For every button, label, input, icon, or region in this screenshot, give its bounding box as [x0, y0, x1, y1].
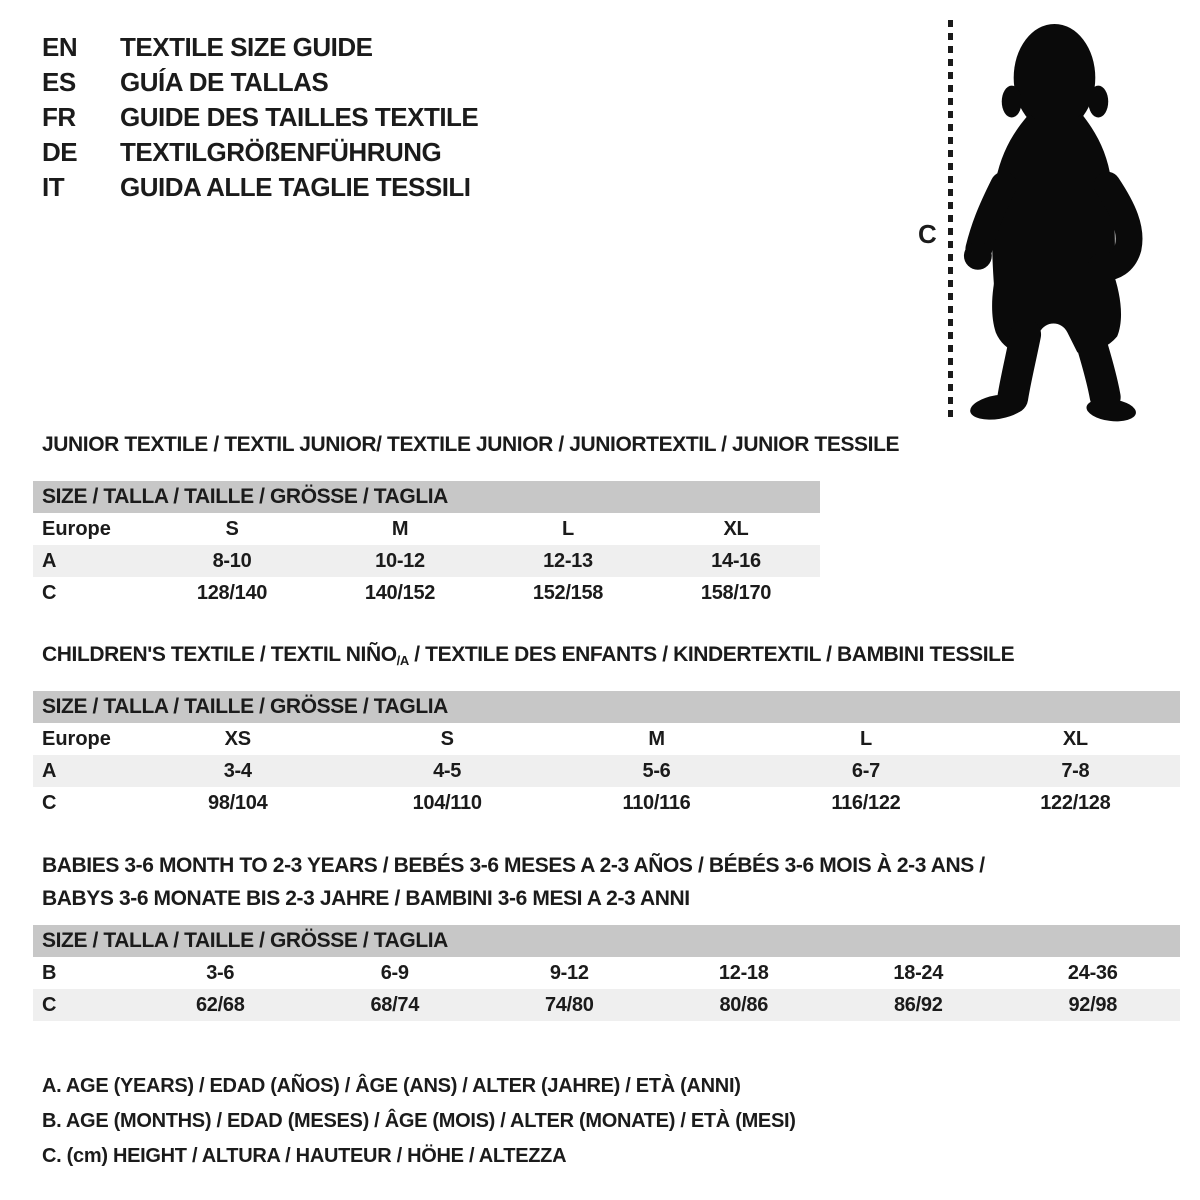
- table-row-europe: [33, 723, 1180, 755]
- table-row-height: [33, 989, 1180, 1021]
- language-row: [42, 65, 478, 100]
- table-row-age: [33, 755, 1180, 787]
- value-cell: 128/140: [196, 581, 268, 604]
- size-header-band: SIZE / TALLA / TAILLE / GRÖSSE / TAGLIA: [33, 691, 1180, 723]
- value-cell: 12-18: [718, 961, 769, 984]
- language-title: GUIDE DES TAILLES TEXTILE: [120, 102, 479, 132]
- language-row: [42, 30, 478, 65]
- row-label: Europe: [42, 517, 111, 540]
- value-cell: 5-6: [642, 759, 671, 782]
- value-cell: 92/98: [1068, 993, 1118, 1016]
- table-row-height: [33, 577, 820, 609]
- babies-title-line2: BABYS 3-6 MONATE BIS 2-3 JAHRE / BAMBINI 3-6 MESI A 2-3 ANNI: [42, 887, 690, 910]
- value-cell: 4-5: [433, 759, 462, 782]
- silhouette-leg-right: [1089, 336, 1105, 397]
- language-title: GUÍA DE TALLAS: [120, 67, 329, 97]
- size-cell: S: [225, 517, 239, 540]
- language-row: [42, 135, 478, 170]
- value-cell: 6-7: [851, 759, 880, 782]
- children-title-pre: CHILDREN'S TEXTILE / TEXTIL NIÑO: [42, 643, 397, 666]
- language-title: TEXTILGRÖßENFÜHRUNG: [120, 137, 442, 167]
- row-label: B: [42, 961, 57, 984]
- table-row-height: [33, 787, 1180, 819]
- value-cell: 3-4: [223, 759, 252, 782]
- language-title: TEXTILE SIZE GUIDE: [120, 32, 373, 62]
- row-label: C: [42, 791, 57, 814]
- value-cell: 10-12: [375, 549, 425, 572]
- value-cell: 110/116: [622, 791, 691, 814]
- language-row: [42, 170, 478, 205]
- table-row-months: [33, 957, 1180, 989]
- language-code: FR: [42, 102, 76, 132]
- value-cell: 18-24: [893, 961, 944, 984]
- size-cell: M: [391, 517, 409, 540]
- silhouette-ear-left: [1002, 86, 1022, 118]
- language-code: EN: [42, 32, 78, 62]
- size-cell: XL: [1062, 727, 1088, 750]
- size-cell: XS: [224, 727, 251, 750]
- value-cell: 6-9: [380, 961, 409, 984]
- value-cell: 14-16: [711, 549, 761, 572]
- value-cell: 104/110: [412, 791, 482, 814]
- height-dashed-line: [948, 20, 953, 418]
- value-cell: 80/86: [719, 993, 769, 1016]
- size-cell: S: [440, 727, 454, 750]
- row-label: A: [42, 549, 57, 572]
- value-cell: 122/128: [1040, 791, 1111, 814]
- value-cell: 158/170: [700, 581, 772, 604]
- row-label: C: [42, 993, 57, 1016]
- silhouette-hand-left: [964, 242, 992, 270]
- size-cell: L: [859, 727, 872, 750]
- value-cell: 9-12: [549, 961, 589, 984]
- language-code: DE: [42, 137, 78, 167]
- language-code: ES: [42, 67, 76, 97]
- language-title-list: [42, 30, 478, 205]
- toddler-silhouette-image: [958, 16, 1146, 424]
- value-cell: 8-10: [212, 549, 252, 572]
- language-code: IT: [42, 172, 65, 202]
- junior-size-table: [33, 481, 820, 609]
- babies-section-title: [42, 849, 985, 915]
- value-cell: 98/104: [208, 791, 268, 814]
- footnote-height-cm: C. (cm) HEIGHT / ALTURA / HAUTEUR / HÖHE / ALTEZZA: [42, 1145, 567, 1167]
- children-title-subscript: /A: [396, 653, 409, 668]
- height-label-c: C: [918, 219, 937, 249]
- children-size-table: [33, 691, 1180, 819]
- value-cell: 24-36: [1067, 961, 1118, 984]
- value-cell: 86/92: [893, 993, 943, 1016]
- silhouette-leg-left: [1013, 334, 1026, 398]
- size-header-band: SIZE / TALLA / TAILLE / GRÖSSE / TAGLIA: [33, 925, 1180, 957]
- row-label: A: [42, 759, 57, 782]
- table-row-europe: [33, 513, 820, 545]
- value-cell: 3-6: [206, 961, 235, 984]
- size-cell: L: [562, 517, 574, 540]
- size-cell: XL: [723, 517, 749, 540]
- value-cell: 62/68: [195, 993, 245, 1016]
- language-title: GUIDA ALLE TAGLIE TESSILI: [120, 172, 471, 202]
- silhouette-ear-right: [1088, 86, 1108, 118]
- value-cell: 140/152: [364, 581, 436, 604]
- table-row-age: [33, 545, 820, 577]
- row-label: Europe: [42, 727, 111, 750]
- footnote-age-months: B. AGE (MONTHS) / EDAD (MESES) / ÂGE (MOIS) / ALTER (MONATE) / ETÀ (MESI): [42, 1110, 796, 1132]
- footnote-age-years: A. AGE (YEARS) / EDAD (AÑOS) / ÂGE (ANS) / ALTER (JAHRE) / ETÀ (ANNI): [42, 1075, 741, 1097]
- children-title-post: / TEXTILE DES ENFANTS / KINDERTEXTIL / BAMBINI TESSILE: [408, 643, 1015, 666]
- value-cell: 68/74: [370, 993, 420, 1016]
- babies-size-table: [33, 925, 1180, 1021]
- value-cell: 74/80: [544, 993, 594, 1016]
- junior-section-title: JUNIOR TEXTILE / TEXTIL JUNIOR/ TEXTILE JUNIOR / JUNIORTEXTIL / JUNIOR TESSILE: [42, 433, 900, 456]
- silhouette-head: [1014, 24, 1096, 131]
- size-cell: M: [648, 727, 665, 750]
- value-cell: 116/122: [831, 791, 901, 814]
- babies-title-line1: BABIES 3-6 MONTH TO 2-3 YEARS / BEBÉS 3-6 MESES A 2-3 AÑOS / BÉBÉS 3-6 MOIS À 2-3 ANS /: [42, 854, 985, 877]
- row-label: C: [42, 581, 57, 604]
- value-cell: 152/158: [532, 581, 604, 604]
- children-section-title: [42, 643, 1014, 668]
- language-row: [42, 100, 478, 135]
- value-cell: 7-8: [1061, 759, 1090, 782]
- value-cell: 12-13: [543, 549, 593, 572]
- size-header-band: SIZE / TALLA / TAILLE / GRÖSSE / TAGLIA: [33, 481, 820, 513]
